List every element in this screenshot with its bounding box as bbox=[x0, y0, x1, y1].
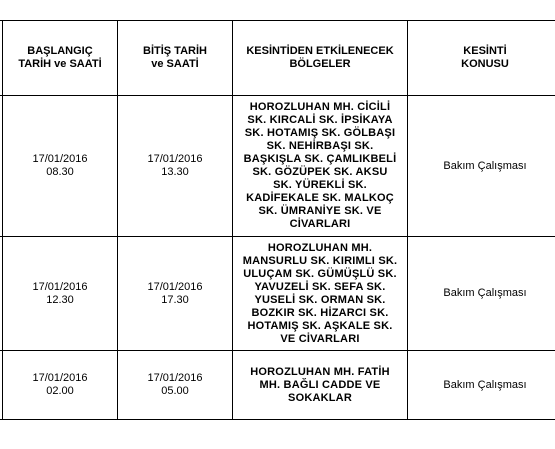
outage-subject-header: KESİNTİ KONUSU bbox=[408, 21, 555, 96]
affected-regions-cell: HOROZLUHAN MH. MANSURLU SK. KIRIMLI SK. ULUÇAM SK. GÜMÜŞLÜ SK. YAVUZELİ SK. SEFA SK. YUSELİ SK. ORMAN SK. BOZKIR SK. HİZARCI SK. HOTAMIŞ SK. AŞKALE SK. VE CİVARLARI bbox=[233, 237, 408, 351]
affected-regions-header: KESİNTİDEN ETKİLENECEK BÖLGELER bbox=[233, 21, 408, 96]
affected-regions-cell: HOROZLUHAN MH. FATİH MH. BAĞLI CADDE VE SOKAKLAR bbox=[233, 351, 408, 420]
start-datetime-cell: 17/01/2016 02.00 bbox=[3, 351, 118, 420]
start-datetime-cell: 17/01/2016 12.30 bbox=[3, 237, 118, 351]
outage-subject-cell: Bakım Çalışması bbox=[408, 237, 555, 351]
outage-subject-cell: Bakım Çalışması bbox=[408, 96, 555, 237]
end-datetime-cell: 17/01/2016 05.00 bbox=[118, 351, 233, 420]
table-row bbox=[0, 237, 555, 351]
start-datetime-header: BAŞLANGIÇ TARİH ve SAATİ bbox=[3, 21, 118, 96]
outage-subject-cell: Bakım Çalışması bbox=[408, 351, 555, 420]
table-row bbox=[0, 351, 555, 420]
table-header-row bbox=[0, 21, 555, 96]
table-row bbox=[0, 96, 555, 237]
power-outage-table bbox=[0, 20, 555, 420]
start-datetime-cell: 17/01/2016 08.30 bbox=[3, 96, 118, 237]
affected-regions-cell: HOROZLUHAN MH. CİCİLİ SK. KIRCALİ SK. İPSİKAYA SK. HOTAMIŞ SK. GÖLBAŞI SK. NEHİRBAŞI SK. BAŞKIŞLA SK. ÇAMLIKBELİ SK. GÖZÜPEK SK. AKSU SK. YÜREKLİ SK. KADİFEKALE SK. MALKOÇ SK. ÜMRANİYE SK. VE CİVARLARI bbox=[233, 96, 408, 237]
end-datetime-cell: 17/01/2016 13.30 bbox=[118, 96, 233, 237]
end-datetime-header: BİTİŞ TARİH ve SAATİ bbox=[118, 21, 233, 96]
end-datetime-cell: 17/01/2016 17.30 bbox=[118, 237, 233, 351]
